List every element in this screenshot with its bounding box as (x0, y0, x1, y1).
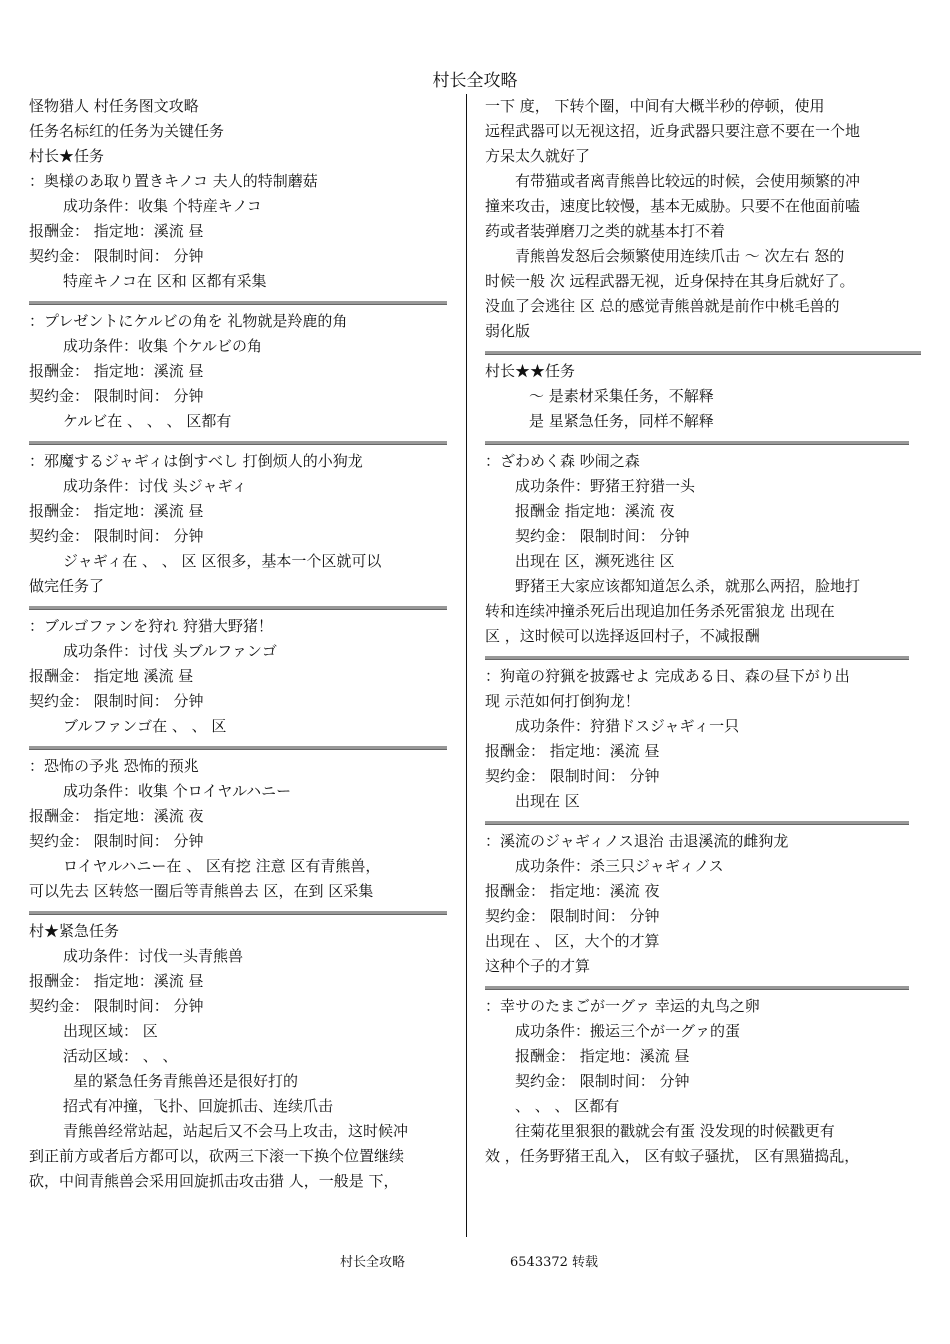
divider (485, 434, 909, 449)
quest-condition: 成功条件：讨伐一头青熊兽 (63, 947, 244, 965)
quest-note: 特産キノコ在 区和 区都有采集 (63, 272, 267, 290)
footer-credit: 6543372 转载 (510, 1255, 599, 1270)
quest-note: 可以先去 区转悠一圈后等青熊兽去 区，在到 区采集 (29, 882, 374, 900)
guide-text: 区 ，这时候可以选择返回村子，不减报酬 (485, 627, 760, 645)
guide-text: 撞来攻击，速度比较慢，基本无威胁。只要不在他面前嗑 (485, 197, 861, 215)
quest-area: 活动区域： 、 、 (63, 1047, 178, 1065)
guide-text: 青熊兽经常站起，站起后又不会马上攻击，这时候冲 (63, 1122, 409, 1140)
quest-contract: 契约金： 限制时间： 分钟 (29, 247, 204, 265)
quest-area: 出现在 、 区，大个的才算 (485, 932, 660, 950)
quest-contract: 契约金： 限制时间： 分钟 (29, 997, 204, 1015)
guide-text: 药或者装弹磨刀之类的就基本打不着 (485, 222, 726, 240)
quest-note: ケルビ在 、 、 、 区都有 (63, 412, 232, 430)
quest-title: ：恐怖の予兆 恐怖的预兆 (29, 757, 199, 775)
guide-text: 这种个子的才算 (485, 957, 591, 975)
quest-note: ロイヤルハニー在 、 区有挖 注意 区有青熊兽， (63, 857, 381, 875)
quest-reward: 报酬金 指定地：溪流 夜 (515, 502, 675, 520)
quest-note: ブルファンゴ在 、 、 区 (63, 717, 227, 735)
quest-contract: 契约金： 限制时间： 分钟 (515, 527, 690, 545)
guide-text: 星的紧急任务青熊兽还是很好打的 (73, 1072, 299, 1090)
quest-reward: 报酬金： 指定地 溪流 昼 (29, 667, 194, 685)
guide-text: 野猪王大家应该都知道怎么杀，就那么两招，脸地打 (515, 577, 861, 595)
quest-reward: 报酬金： 指定地：溪流 昼 (29, 362, 204, 380)
divider (485, 649, 909, 664)
divider (29, 294, 447, 309)
quest-note: ジャギィ在 、 、 区 区很多，基本一个区就可以 (63, 552, 382, 570)
quest-reward: 报酬金： 指定地：溪流 夜 (29, 807, 204, 825)
quest-reward: 报酬金： 指定地：溪流 昼 (29, 972, 204, 990)
divider (29, 434, 447, 449)
section-heading: 村长★★任务 (485, 362, 576, 380)
guide-text: 到正前方或者后方都可以，砍两三下滚一下换个位置继续 (29, 1147, 405, 1165)
guide-text: 转和连续冲撞杀死后出现追加任务杀死雷狼龙 出现在 (485, 602, 835, 620)
divider (29, 904, 447, 919)
quest-contract: 契约金： 限制时间： 分钟 (29, 692, 204, 710)
note-line: 任务名标红的任务为关键任务 (29, 122, 225, 140)
quest-contract: 契约金： 限制时间： 分钟 (485, 907, 660, 925)
quest-contract: 契约金： 限制时间： 分钟 (29, 387, 204, 405)
guide-text: 方呆太久就好了 (485, 147, 591, 165)
guide-text: 弱化版 (485, 322, 531, 340)
quest-title: 现 示范如何打倒狗龙！ (485, 692, 640, 710)
doc-subtitle: 怪物猎人 村任务图文攻略 (29, 97, 199, 115)
quest-title: ：ざわめく森 吵闹之森 (485, 452, 640, 470)
quest-reward: 报酬金： 指定地：溪流 昼 (29, 222, 204, 240)
section-heading: 村长★任务 (29, 147, 105, 165)
quest-condition: 成功条件：讨伐 头ブルファンゴ (63, 642, 277, 660)
guide-text: 远程武器可以无视这招，近身武器只要注意不要在一个地 (485, 122, 861, 140)
quest-reward: 报酬金： 指定地：溪流 夜 (485, 882, 660, 900)
guide-text: 招式有冲撞，飞扑、回旋抓击、连续爪击 (63, 1097, 334, 1115)
page-title: 村长全攻略 (432, 71, 518, 91)
guide-text: 没血了会逃往 区 总的感觉青熊兽就是前作中桃毛兽的 (485, 297, 840, 315)
quest-area: 出现区域： 区 (63, 1022, 158, 1040)
quest-condition: 成功条件：收集 个ケルビの角 (63, 337, 263, 355)
divider (29, 739, 447, 754)
left-column (29, 94, 453, 1194)
footer-title: 村长全攻略 (340, 1255, 406, 1270)
quest-area: 出现在 区，濒死逃往 区 (515, 552, 675, 570)
quest-title: ：狗竜の狩猟を披露せよ 完成ある日、森の昼下がり出 (485, 667, 850, 685)
divider (485, 814, 909, 829)
quest-condition: 成功条件：收集 个特産キノコ (63, 197, 262, 215)
quest-area: 、 、 、 区都有 (515, 1097, 620, 1115)
guide-text: 有带猫或者离青熊兽比较远的时候，会使用频繁的冲 (515, 172, 861, 190)
quest-contract: 契约金： 限制时间： 分钟 (515, 1072, 690, 1090)
guide-text: 效 ，任务野猪王乱入， 区有蚊子骚扰， 区有黑猫捣乱， (485, 1147, 860, 1165)
quest-reward: 报酬金： 指定地：溪流 昼 (485, 742, 660, 760)
quest-title: ：プレゼントにケルビの角を 礼物就是羚鹿的角 (29, 312, 348, 330)
guide-text: 砍，中间青熊兽会采用回旋抓击攻击猎 人，一般是 下， (29, 1172, 399, 1190)
quest-condition: 成功条件：狩猎ドスジャギィ一只 (515, 717, 740, 735)
quest-condition: 成功条件：收集 个ロイヤルハニー (63, 782, 292, 800)
divider (29, 599, 447, 614)
guide-text: 往菊花里狠狠的戳就会有蛋 没发现的时候戳更有 (515, 1122, 835, 1140)
guide-text: 时候一般 次 远程武器无视，近身保持在其身后就好了。 (485, 272, 855, 290)
quest-contract: 契约金： 限制时间： 分钟 (29, 527, 204, 545)
quest-condition: 成功条件：搬运三个が一グァ的蛋 (515, 1022, 741, 1040)
right-column (485, 94, 909, 1169)
column-divider (466, 94, 467, 1237)
divider (485, 344, 921, 359)
quest-title: ：邪魔するジャギィは倒すべし 打倒烦人的小狗龙 (29, 452, 363, 470)
quest-note: 做完任务了 (29, 577, 105, 595)
quest-reward: 报酬金： 指定地：溪流 昼 (29, 502, 204, 520)
quest-title: ：幸サのたまごが一グァ 幸运的丸鸟之卵 (485, 997, 760, 1015)
quest-title: ：奥様のあ取り置きキノコ 夫人的特制蘑菇 (29, 172, 318, 190)
quest-contract: 契约金： 限制时间： 分钟 (29, 832, 204, 850)
quest-title: ：溪流のジャギィノス退治 击退溪流的雌狗龙 (485, 832, 789, 850)
divider (485, 979, 909, 994)
quest-area: 出现在 区 (515, 792, 580, 810)
quest-condition: 成功条件：杀三只ジャギィノス (515, 857, 724, 875)
quest-title: ：ブルゴファンを狩れ 狩猎大野猪！ (29, 617, 273, 635)
section-heading: 村★紧急任务 (29, 922, 120, 940)
quest-condition: 成功条件：野猪王狩猎一头 (515, 477, 696, 495)
quest-contract: 契约金： 限制时间： 分钟 (485, 767, 660, 785)
quest-condition: 成功条件：讨伐 头ジャギィ (63, 477, 248, 495)
guide-text: 青熊兽发怒后会频繁使用连续爪击 ～ 次左右 怒的 (515, 247, 845, 265)
note-line: ～ 是素材采集任务，不解释 (529, 387, 714, 405)
note-line: 是 星紧急任务，同样不解释 (529, 412, 714, 430)
quest-reward: 报酬金： 指定地：溪流 昼 (515, 1047, 690, 1065)
guide-text: 一下 度， 下转个圈，中间有大概半秒的停顿，使用 (485, 97, 825, 115)
